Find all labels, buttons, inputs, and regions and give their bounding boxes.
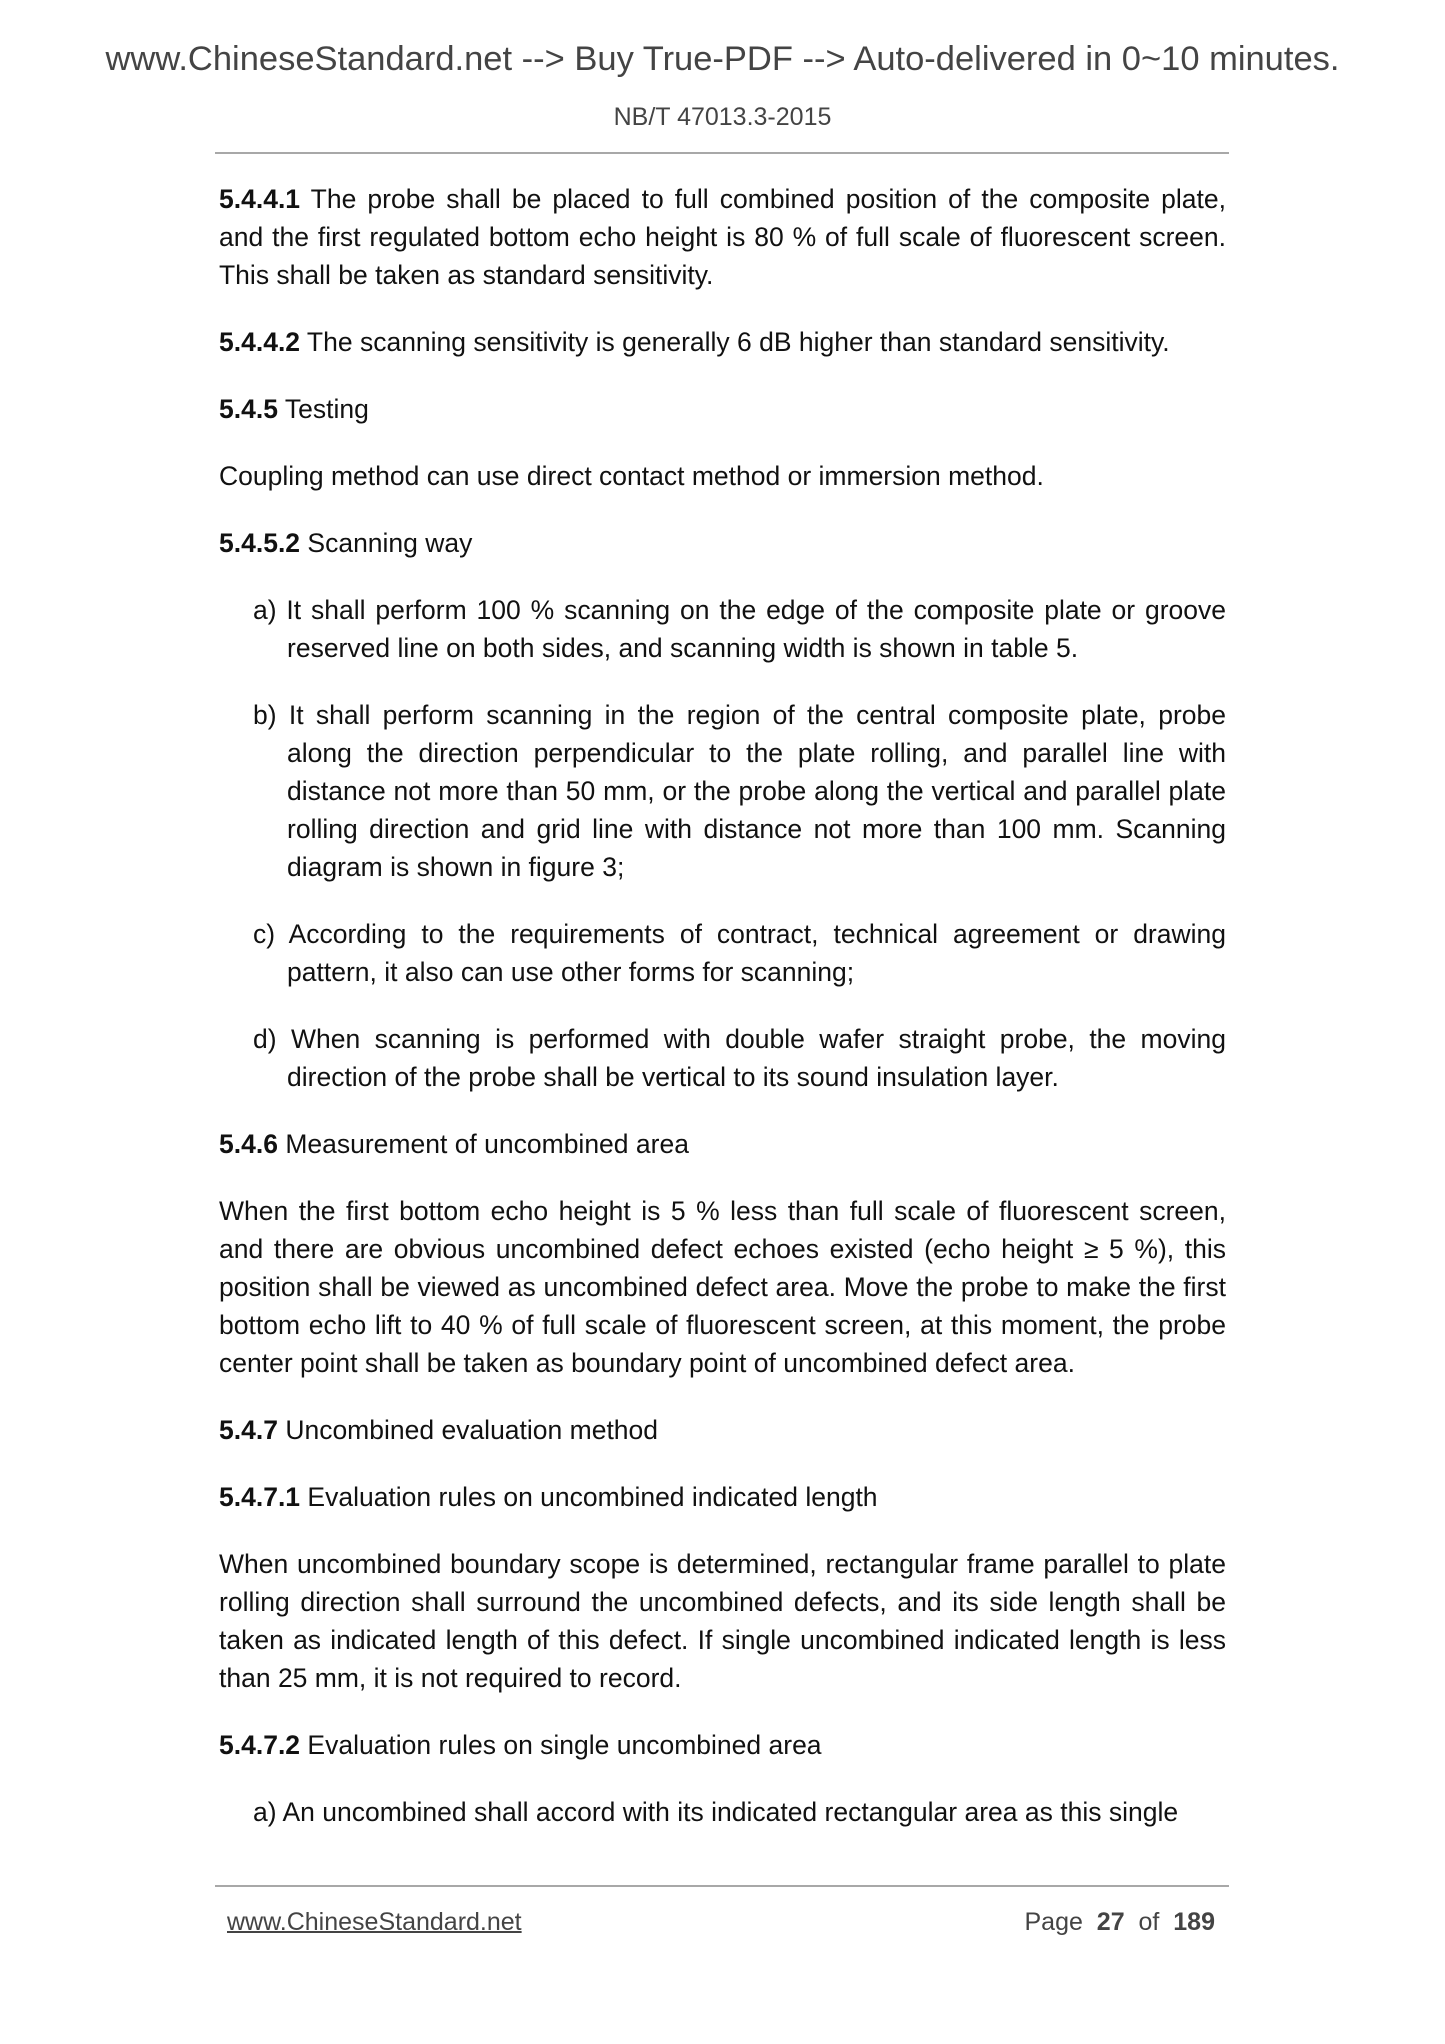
clause-number: 5.4.4.2 (219, 327, 301, 357)
list-item: c) According to the requirements of contract, technical agreement or drawing pattern, it also can use other forms for scanning; (253, 919, 1226, 987)
heading-text: Evaluation rules on single uncombined area (300, 1730, 822, 1760)
clause-number: 5.4.4.1 (219, 184, 301, 214)
list-item: d) When scanning is performed with double wafer straight probe, the moving direction of the probe shall be vertical to its sound insulation layer. (253, 1024, 1226, 1092)
clause-number: 5.4.7.1 (219, 1482, 301, 1512)
list-item: a) An uncombined shall accord with its indicated rectangular area as this single (253, 1797, 1179, 1827)
heading-text: Measurement of uncombined area (277, 1129, 689, 1159)
clause-text: The scanning sensitivity is generally 6 dB higher than standard sensitivity. (300, 327, 1170, 357)
paragraph-measurement: When the first bottom echo height is 5 % less than full scale of fluorescent screen, and there are obvious uncombined defect echoes existed (echo height ≥ 5 %), this position shall be viewed as uncombined defect area. Move the probe to make the first bottom echo lift to 40 % of full scale of fluorescent screen, at this moment, the probe center point shall be taken as boundary point of uncombined defect area. (219, 1196, 1226, 1378)
header-divider (215, 152, 1229, 154)
heading-text: Uncombined evaluation method (277, 1415, 659, 1445)
paragraph-coupling: Coupling method can use direct contact method or immersion method. (219, 461, 1044, 491)
list-item: a) It shall perform 100 % scanning on the edge of the composite plate or groove reserved line on both sides, and scanning width is shown in table 5. (253, 595, 1226, 663)
clause-number: 5.4.6 (219, 1129, 278, 1159)
heading-5-4-6 (219, 1125, 1226, 1163)
page-indicator (1019, 1907, 1215, 1937)
page-content (219, 180, 1226, 1860)
footer-site-link[interactable]: www.ChineseStandard.net (227, 1908, 522, 1936)
clause-number: 5.4.5.2 (219, 528, 301, 558)
heading-text: Evaluation rules on uncombined indicated length (300, 1482, 878, 1512)
clause-number: 5.4.7 (219, 1415, 278, 1445)
heading-5-4-5-2 (219, 524, 1226, 562)
list-item: b) It shall perform scanning in the region of the central composite plate, probe along the direction perpendicular to the plate rolling, and parallel line with distance not more than 50 mm, or the probe along the vertical and parallel plate rolling direction and grid line with distance not more than 100 mm. Scanning diagram is shown in figure 3; (253, 700, 1226, 882)
heading-text: Testing (277, 394, 369, 424)
page-current: 27 (1096, 1908, 1125, 1936)
footer-divider (215, 1885, 1229, 1887)
site-banner: www.ChineseStandard.net --> Buy True-PDF --> Auto-delivered in 0~10 minutes. (105, 40, 1340, 78)
clause-5-4-4-1 (219, 180, 1226, 294)
heading-5-4-5 (219, 390, 1226, 428)
clause-number: 5.4.5 (219, 394, 278, 424)
page-total: 189 (1173, 1908, 1215, 1936)
paragraph-indicated-length: When uncombined boundary scope is determined, rectangular frame parallel to plate rolling direction shall surround the uncombined defects, and its side length shall be taken as indicated length of this defect. If single uncombined indicated length is less than 25 mm, it is not required to record. (219, 1549, 1226, 1693)
heading-text: Scanning way (300, 528, 473, 558)
document-code: NB/T 47013.3-2015 (613, 103, 832, 131)
clause-5-4-4-2 (219, 323, 1226, 361)
clause-text: The probe shall be placed to full combined position of the composite plate, and the first regulated bottom echo height is 80 % of full scale of fluorescent screen. This shall be taken as standard sensitivity. (219, 184, 1226, 290)
page-label: Page (1024, 1908, 1083, 1936)
page-of-label: of (1138, 1908, 1160, 1936)
heading-5-4-7-1 (219, 1478, 1226, 1516)
heading-5-4-7-2 (219, 1726, 1226, 1764)
clause-number: 5.4.7.2 (219, 1730, 301, 1760)
heading-5-4-7 (219, 1411, 1226, 1449)
